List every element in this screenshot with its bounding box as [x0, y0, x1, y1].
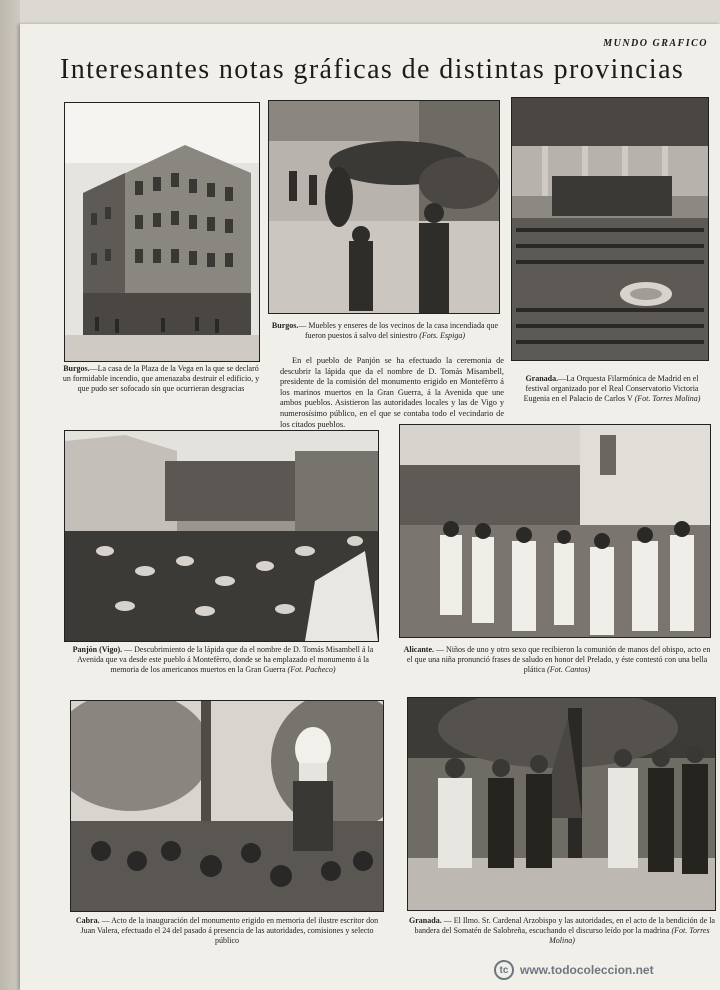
caption-burgos-muebles [270, 321, 500, 341]
caption-text: — Muebles y enseres de los vecinos de la casa incendiada que fueron puestos á salvo del siniestro [298, 321, 499, 340]
caption-text: — Niños de uno y otro sexo que recibieron la comunión de manos del obispo, acto en el que una niña pronunció frases de saludo en honor del Prelado, y éste contestó con una bella plática [406, 645, 711, 674]
caption-alicante [400, 645, 714, 675]
caption-panjon-vigo [64, 645, 382, 675]
caption-cabra [70, 916, 384, 946]
caption-text: — El Ilmo. Sr. Cardenal Arzobispo y las autoridades, en el acto de la bendición de la bandera del Somatén de Salobreña, escuchando el discurso leído por la madrina [414, 916, 715, 935]
caption-place: Granada. [525, 374, 559, 383]
caption-granada-cardenal [407, 916, 717, 946]
caption-credit: (Fot. Cantos) [547, 665, 591, 674]
caption-text: —La Orquesta Filarmónica de Madrid en el festival organizado por el Real Conservatorio Victoria Eugenia en el Palacio de Carlos V [523, 374, 699, 403]
caption-granada-orquesta [514, 374, 710, 404]
caption-credit: (Fot. Torres Molina) [634, 394, 701, 403]
caption-place: Alicante. [403, 645, 435, 654]
caption-text: — Acto de la inauguración del monumento erigido en memoria del ilustre escritor don Juan Valera, efectuado el 24 del pasado á presencia de las autoridades, comisiones y selecto público [80, 916, 379, 945]
caption-text: — Descubrimiento de la lápida que da el nombre de D. Tomás Misambell á la Avenida que va desde este pueblo á Montefèrro, donde se ha emplazado el monumento á la memoria de los americanos muertos en la Gran Guerra [77, 645, 374, 674]
watermark-text: www.todocoleccion.net [520, 963, 654, 977]
caption-place: Cabra. [75, 916, 100, 925]
top-margin [0, 0, 720, 24]
caption-credit: (Fot. Torres Molina) [549, 926, 710, 945]
caption-burgos-plaza [62, 364, 260, 394]
photo-panjon-vigo [64, 430, 379, 642]
watermark-logo-icon: tc [494, 960, 514, 980]
photo-cabra [70, 700, 384, 912]
caption-place: Burgos. [271, 321, 299, 330]
photo-alicante [399, 424, 711, 638]
caption-place: Granada. [409, 916, 442, 925]
caption-text: —La casa de la Plaza de la Vega en la que se declaró un formidable incendio, que amenazaba destruir el edificio, y que pudo ser sofocado sin que ocurrieran desgracias [62, 364, 260, 393]
article-paragraph-panjon: En el pueblo de Panjón se ha efectuado la ceremonia de descubrir la lápida que da el nombre de D. Tomás Misambell, presidente de la comisión del monumento erigido en Montefèrro á los marinos muertos en la Gran Guerra, á la Avenida que une ambos pueblos. Asistieron las autoridades locales y las de Vigo y numerosísimo público, en el que se contaba todo el vecindario de los citados pueblos. [280, 356, 504, 429]
watermark [494, 960, 654, 980]
photo-burgos-muebles [268, 100, 500, 314]
caption-place: Burgos. [63, 364, 90, 373]
photo-granada-cardenal [407, 697, 716, 911]
caption-credit: (Fots. Espiga) [419, 331, 465, 340]
photo-granada-orquesta [511, 97, 709, 361]
caption-place: Panjón (Vigo). [72, 645, 123, 654]
magazine-name: MUNDO GRAFICO [603, 38, 708, 49]
caption-credit: (Fot. Pacheco) [287, 665, 336, 674]
page-spine [0, 0, 20, 990]
photo-burgos-plaza [64, 102, 260, 362]
page-title: Interesantes notas gráficas de distintas provincias [60, 54, 685, 85]
